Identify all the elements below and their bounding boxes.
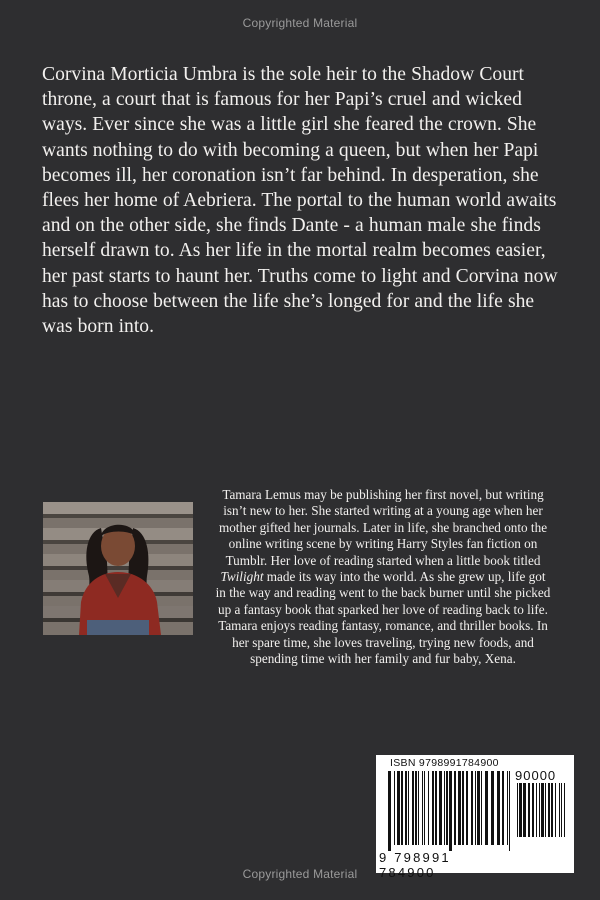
copyright-watermark-top: Copyrighted Material (242, 16, 358, 30)
barcode-bars (388, 771, 512, 851)
barcode-digits: 9 798991 784900 (379, 850, 451, 880)
price-code: 90000 (515, 768, 557, 783)
copyright-watermark-bottom: Copyrighted Material (242, 867, 358, 881)
author-portrait-image (43, 502, 193, 635)
book-blurb: Corvina Morticia Umbra is the sole heir to the Shadow Court throne, a court that is famous for her Papi’s cruel and wicked ways. Ever since she was a little girl she feared the crown. She wants nothing to do with becoming a queen, but when her Papi becomes ill, her coronation isn’t far behind. In desperation, she flees her home of Aebriera. The portal to the human world awaits and on the other side, she finds Dante - a human male she finds herself drawn to. As her life in the mortal realm becomes easier, her past starts to haunt her. Truths come to light and Corvina now has to choose between the life she’s longed for and the life she was born into. (42, 64, 558, 338)
isbn-barcode (376, 755, 574, 880)
author-bio-part1: Tamara Lemus may be publishing her first novel, but writing isn’t new to her. She started writing at a young age when her mother gifted her journals. Later in life, she branched onto the online writing scene by writing Harry Styles fan fiction on Tumblr. Her love of reading started when a little book titled (218, 487, 548, 568)
isbn-label: ISBN 9798991784900 (390, 757, 499, 769)
author-photo (43, 502, 193, 635)
author-bio (214, 487, 552, 667)
author-bio-book-title: Twilight (220, 569, 264, 585)
barcode-addon-bars (517, 783, 565, 863)
author-bio-part2: made its way into the world. As she grew up, life got in the way and reading went to the back burner until she picked up a fantasy book that sparked her love of reading back to life. Tamara enjoys reading fantasy, romance, and thriller books. In her spare time, she loves traveling, trying new foods, and spending time with her family and fur baby, Xena. (215, 569, 551, 667)
